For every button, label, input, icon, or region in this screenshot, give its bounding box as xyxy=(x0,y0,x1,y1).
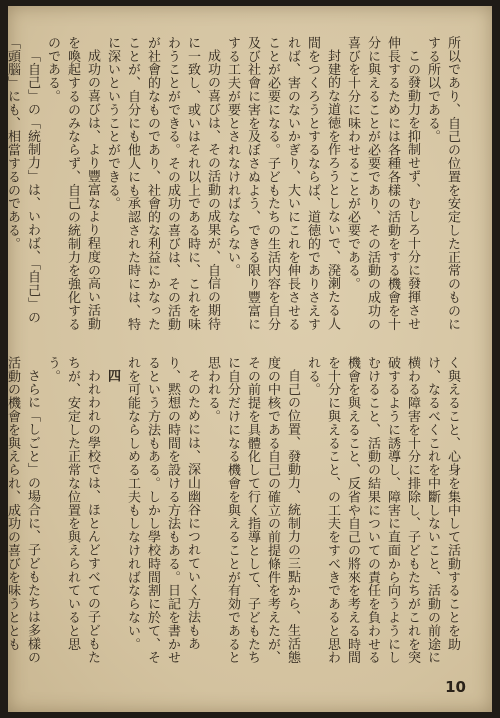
upper-paragraph: 封建的な道徳を作ろうとしないで、溌溂たる人間をつくろうとするならば、道徳的でありさえすれば、害のないかぎり、大いにこれを伸長させることが必要になる。子どもたちの生活内容を自分及び社會に害を及ぼさぬよう、できる限り豐富にする工夫が要とされなければならない。 xyxy=(225,36,340,331)
upper-paragraph xyxy=(0,36,2,336)
lower-paragraph: 自己の位置、發動力、統制力の三點から、生活態度の中核である自己の確立の前提條件を考えたが、その前提を具體化して行く指導として、子どもたちに自分だけになる機會を與えることが有効であると思われる。 xyxy=(205,356,300,665)
upper-text-block xyxy=(5,36,462,336)
upper-paragraph: 成功の喜びは、より豐富なより程度の高い活動を喚起するのみならず、自己の統制力を強化するのである。 xyxy=(45,36,100,331)
page-number: 10 xyxy=(445,678,466,696)
upper-paragraph: 「自己」の「統制力」は、いわば、「自己」の「頭腦」にも、相當するのである。 xyxy=(5,36,40,324)
upper-paragraph: 成功の喜びは、その活動の成果が、自信の期待に一致し、或いはそれ以上である時に、これを味わうことができる。その成功の喜びは、その活動が社會的なものであり、社會的な利益にかなったことが、自分にも他人にも承認された時には、特に深いということができる。 xyxy=(105,36,220,331)
lower-paragraph: さらに「しごと」の場合に、子どもたちは多樣の活動の機會を與えられ、成功の喜びを味うととも xyxy=(5,356,40,664)
upper-paragraph: 所以であり、自己の位置を安定した正常のものにする所以である。 xyxy=(425,36,460,331)
lower-paragraph: われわれの學校では、ほとんどすべての子どもたちが、安定した正常な位置を與えられていると思う。 xyxy=(45,356,100,664)
upper-paragraph: この發動力を抑制せず、むしろ十分に發揮させ伸長するためには各種各樣の活動をする機會を十分に與えることが必要であり、その活動の成功の喜びを十分に味わせることが必要である。 xyxy=(345,36,420,331)
book-page xyxy=(5,6,492,712)
lower-paragraph: そのためには、深山幽谷につれていく方法もあり、黙想の時間を設ける方法もある。日記を書かせるという方法もある。しかし學校時間割に於て、それを可能ならしめる工夫もしなければならない。 xyxy=(125,356,200,665)
section-heading: 四 xyxy=(105,369,120,383)
lower-paragraph: く與えること、心身を集中して活動することを助け、なるべくこれを中斷しないこと、活動の前途に横わる障害を十分に排除し、子どもたちがこれを突破するように誘導し、障害に直面から向うようにしむけること、活動の結果についての責任を負わせる機會を與えること、反省や自己の將來を考える時間を十分に與えること、の工夫をすべきであると思われる。 xyxy=(305,356,460,665)
lower-text-block xyxy=(5,356,462,674)
